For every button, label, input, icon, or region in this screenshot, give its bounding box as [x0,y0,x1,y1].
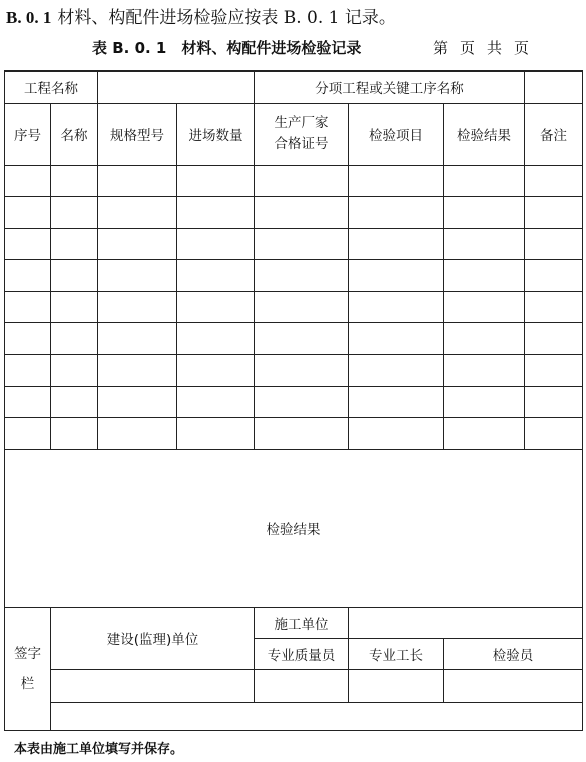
cell-name[interactable] [51,291,98,323]
cell-qty[interactable] [177,228,255,260]
cell-seq[interactable] [5,323,51,355]
cell-qty[interactable] [177,197,255,229]
cell-result[interactable] [444,260,525,292]
cell-note[interactable] [525,355,583,387]
table-row [5,418,583,450]
project-row [5,71,583,103]
cell-item[interactable] [349,386,444,418]
cell-qty[interactable] [177,355,255,387]
contractor-unit-field[interactable] [349,607,583,638]
cell-maker[interactable] [255,197,349,229]
cell-spec[interactable] [98,418,177,450]
cell-spec[interactable] [98,291,177,323]
cell-name[interactable] [51,260,98,292]
project-name-label: 工程名称 [5,71,98,103]
cell-item[interactable] [349,197,444,229]
table-row [5,355,583,387]
table-title: 表 B. 0. 1 材料、构配件进场检验记录 [92,39,362,57]
inspection-record-table [4,70,583,731]
footnote: 本表由施工单位填写并保存。 [14,742,184,757]
col-header-maker [255,103,349,165]
cell-name[interactable] [51,323,98,355]
cell-note[interactable] [525,260,583,292]
supervisor-signature-field[interactable] [51,669,255,702]
cell-maker[interactable] [255,291,349,323]
foreman-label: 专业工长 [349,638,444,669]
cell-result[interactable] [444,228,525,260]
cell-seq[interactable] [5,197,51,229]
cell-note[interactable] [525,291,583,323]
section-text: 材料、构配件进场检验应按表 B. 0. 1 记录。 [57,8,396,28]
quality-officer-signature-field[interactable] [255,669,349,702]
cell-name[interactable] [51,197,98,229]
cell-name[interactable] [51,386,98,418]
cell-result[interactable] [444,355,525,387]
cell-qty[interactable] [177,260,255,292]
page-di: 第 [433,39,449,57]
cell-note[interactable] [525,228,583,260]
inspector-label: 检验员 [444,638,583,669]
col-header-maker-line1: 生产厂家 [274,115,329,131]
cell-result[interactable] [444,386,525,418]
cell-maker[interactable] [255,418,349,450]
cell-item[interactable] [349,418,444,450]
subitem-field[interactable] [525,71,583,103]
cell-spec[interactable] [98,260,177,292]
col-header-spec: 规格型号 [98,103,177,165]
supervisor-unit-label: 建设(监理)单位 [51,607,255,669]
col-header-item: 检验项目 [349,103,444,165]
cell-note[interactable] [525,386,583,418]
cell-maker[interactable] [255,165,349,197]
col-header-seq: 序号 [5,103,51,165]
cell-name[interactable] [51,355,98,387]
page-gong: 共 [487,39,503,57]
cell-note[interactable] [525,323,583,355]
inspection-result-row [5,449,583,607]
contractor-unit-label: 施工单位 [255,607,349,638]
sign-row-3 [5,669,583,702]
cell-result[interactable] [444,323,525,355]
cell-result[interactable] [444,165,525,197]
cell-item[interactable] [349,260,444,292]
col-header-qty: 进场数量 [177,103,255,165]
cell-spec[interactable] [98,323,177,355]
inspection-result-label: 检验结果 [266,522,321,539]
col-header-note: 备注 [525,103,583,165]
cell-name[interactable] [51,165,98,197]
table-row [5,260,583,292]
inspector-signature-field[interactable] [444,669,583,702]
cell-qty[interactable] [177,323,255,355]
inspection-result-cell[interactable] [5,449,583,607]
quality-officer-label: 专业质量员 [255,638,349,669]
table-row [5,228,583,260]
subitem-label: 分项工程或关键工序名称 [255,71,525,103]
page-counter [433,37,541,58]
cell-maker[interactable] [255,355,349,387]
section-heading [6,3,396,28]
cell-qty[interactable] [177,386,255,418]
column-header-row [5,103,583,165]
cell-name[interactable] [51,418,98,450]
cell-seq[interactable] [5,355,51,387]
cell-qty[interactable] [177,291,255,323]
cell-maker[interactable] [255,260,349,292]
project-name-field[interactable] [98,71,255,103]
cell-maker[interactable] [255,228,349,260]
cell-name[interactable] [51,228,98,260]
cell-item[interactable] [349,355,444,387]
sign-label-cell [5,607,51,730]
table-row [5,291,583,323]
col-header-maker-line2: 合格证号 [274,136,329,152]
col-header-result: 检验结果 [444,103,525,165]
cell-spec[interactable] [98,197,177,229]
cell-item[interactable] [349,228,444,260]
sign-date-field[interactable] [51,702,583,730]
table-row [5,165,583,197]
sign-row-4 [5,702,583,730]
cell-maker[interactable] [255,323,349,355]
cell-spec[interactable] [98,355,177,387]
cell-spec[interactable] [98,165,177,197]
cell-item[interactable] [349,291,444,323]
cell-seq[interactable] [5,228,51,260]
cell-qty[interactable] [177,165,255,197]
cell-item[interactable] [349,165,444,197]
page-ye2: 页 [514,39,530,57]
col-header-name: 名称 [51,103,98,165]
cell-seq[interactable] [5,260,51,292]
cell-note[interactable] [525,165,583,197]
cell-seq[interactable] [5,386,51,418]
cell-note[interactable] [525,418,583,450]
page-ye1: 页 [460,39,476,57]
sign-label-line2: 栏 [20,675,35,692]
table-row [5,386,583,418]
cell-result[interactable] [444,291,525,323]
foreman-signature-field[interactable] [349,669,444,702]
cell-qty[interactable] [177,418,255,450]
cell-item[interactable] [349,323,444,355]
cell-note[interactable] [525,197,583,229]
cell-result[interactable] [444,197,525,229]
cell-result[interactable] [444,418,525,450]
cell-spec[interactable] [98,386,177,418]
cell-seq[interactable] [5,165,51,197]
cell-maker[interactable] [255,386,349,418]
cell-seq[interactable] [5,418,51,450]
cell-spec[interactable] [98,228,177,260]
sign-row-1 [5,607,583,638]
section-number: B. 0. 1 [6,8,52,27]
table-row [5,197,583,229]
sign-label-line1: 签字 [14,645,41,662]
cell-seq[interactable] [5,291,51,323]
table-row [5,323,583,355]
